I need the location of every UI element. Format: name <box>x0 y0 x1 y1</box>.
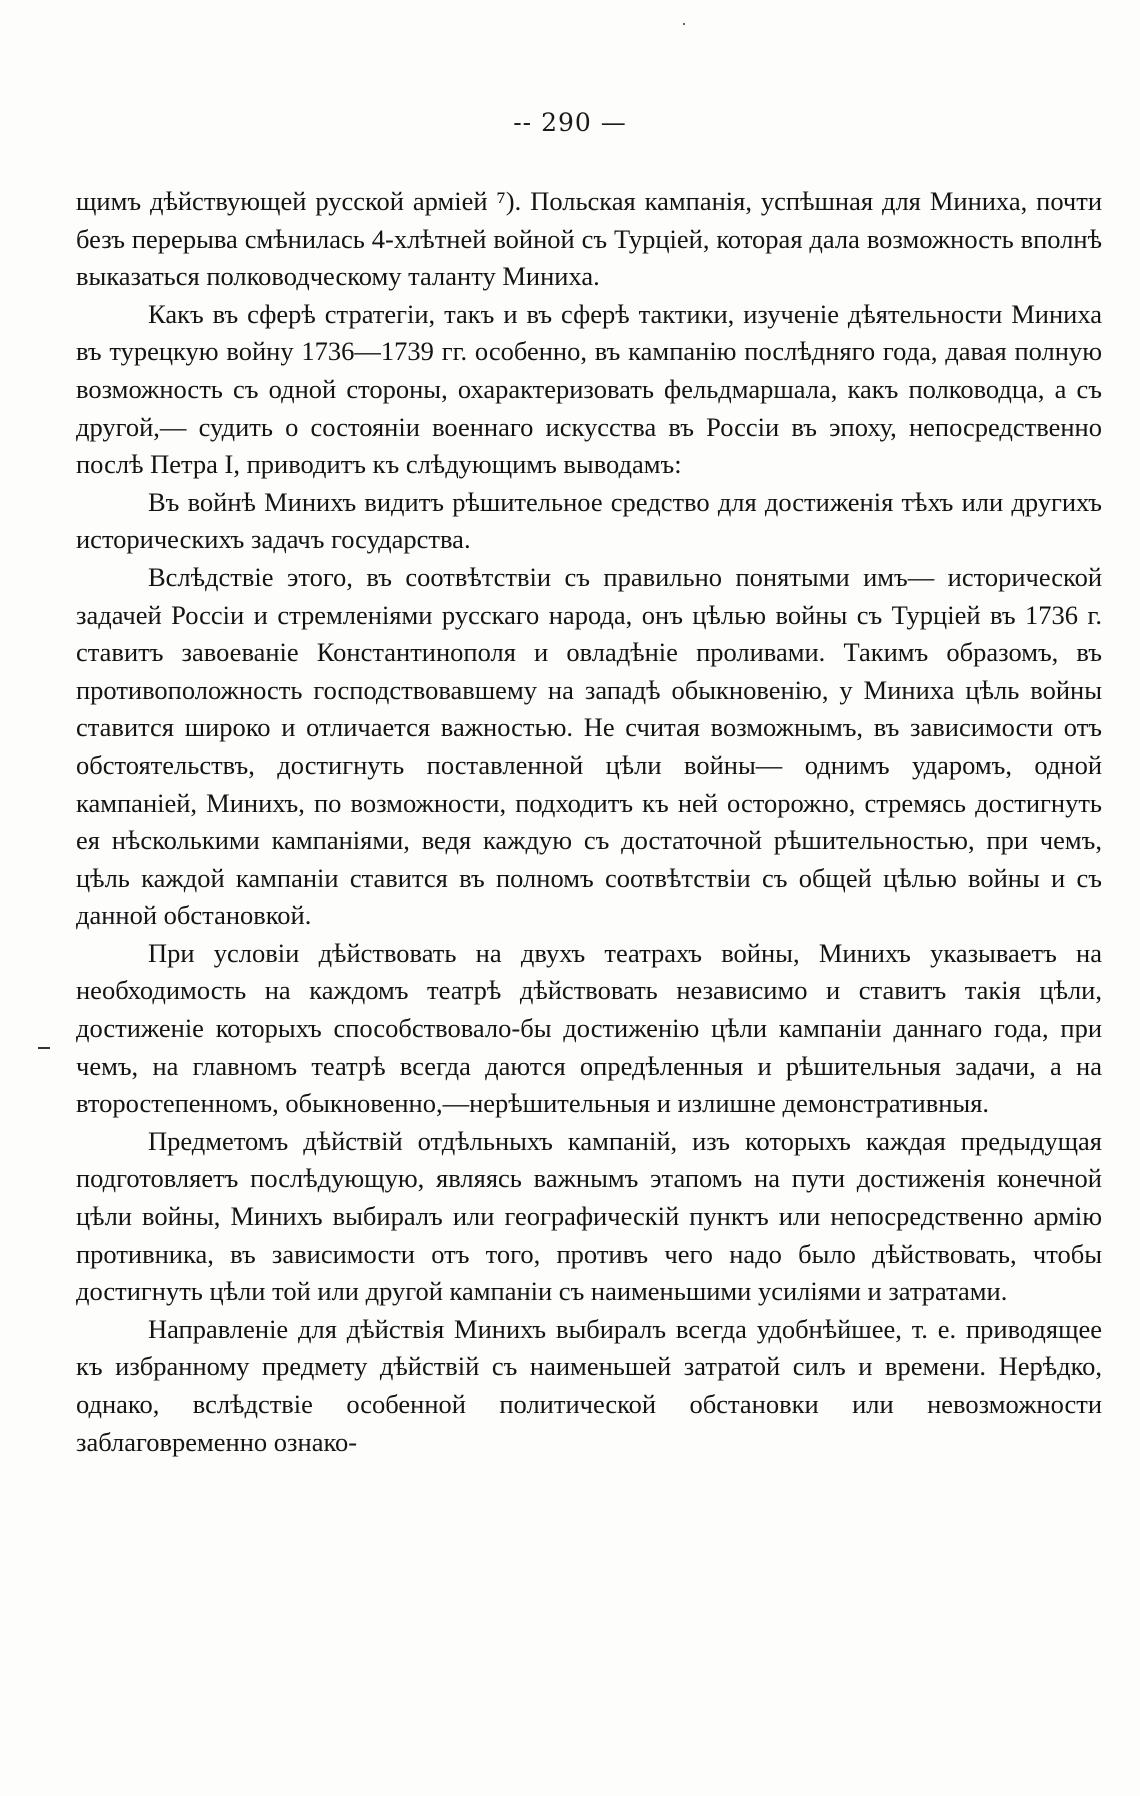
paragraph: Какъ въ сферѣ стратегіи, такъ и въ сферѣ тактики, изученіе дѣятельности Миниха въ турецкую войну 1736—1739 гг. особенно, въ кампанію послѣдняго года, давая полную возможность съ одной стороны, охарактеризовать фельдмаршала, какъ полководца, а съ другой,— судить о состояніи военнаго искусства въ Россіи въ эпоху, непосредственно послѣ Петра I, приводитъ къ слѣдующимъ выводамъ: <box>76 298 1102 480</box>
body-text <box>76 183 1102 1461</box>
margin-mark <box>38 1047 50 1049</box>
paragraph: Направленіе для дѣйствія Минихъ выбиралъ всегда удобнѣйшее, т. е. приводящее къ избранному предмету дѣйствій съ наименьшей затратой силъ и времени. Нерѣдко, однако, вслѣдствіе особенной политической обстановки или невозможности заблаговременно ознако- <box>76 1313 1102 1457</box>
scan-speck <box>683 23 685 25</box>
paragraph: Предметомъ дѣйствій отдѣльныхъ кампаній, изъ которыхъ каждая предыдущая подготовляетъ послѣдующую, являясь важнымъ этапомъ на пути достиженія конечной цѣли войны, Минихъ выбиралъ или географическій пунктъ или непосредственно армію противника, въ зависимости отъ того, противъ чего надо было дѣйствовать, чтобы достигнуть цѣли той или другой кампаніи съ наименьшими усиліями и затратами. <box>76 1125 1102 1307</box>
paragraph-continuation: щимъ дѣйствующей русской арміей ⁷). Польская кампанія, успѣшная для Миниха, почти безъ перерыва смѣнилась 4-хлѣтней войной съ Турціей, которая дала возможность вполнѣ выказаться полководческому таланту Миниха. <box>76 186 1102 292</box>
paragraph: Вслѣдствіе этого, въ соотвѣтствіи съ правильно понятыми имъ— исторической задачей Россіи и стремленіями русскаго народа, онъ цѣлью войны съ Турціей въ 1736 г. ставитъ завоеваніе Константинополя и овладѣніе проливами. Такимъ образомъ, въ противоположность господствовавшему на западѣ обыкновенію, у Миниха цѣль войны ставится широко и отличается важностью. Не считая возможнымъ, въ зависимости отъ обстоятельствъ, достигнуть поставленной цѣли войны— однимъ ударомъ, одной кампаніей, Минихъ, по возможности, подходитъ къ ней осторожно, стремясь достигнуть ея нѣсколькими кампаніями, ведя каждую съ достаточной рѣшительностью, при чемъ, цѣль каждой кампаніи ставится въ полномъ соотвѣтствіи съ общей цѣлью войны и съ данной обстановкой. <box>76 561 1102 931</box>
paragraph: Въ войнѣ Минихъ видитъ рѣшительное средство для достиженія тѣхъ или другихъ историческихъ задачъ государства. <box>76 486 1102 555</box>
page-number: -- 290 — <box>513 108 627 137</box>
paragraph: При условіи дѣйствовать на двухъ театрахъ войны, Минихъ указываетъ на необходимость на каждомъ театрѣ дѣйствовать независимо и ставитъ такія цѣли, достиженіе которыхъ способствовало-бы достиженію цѣли кампаніи даннаго года, при чемъ, на главномъ театрѣ всегда даются опредѣленныя и рѣшительныя задачи, а на второстепенномъ, обыкновенно,—нерѣшительныя и излишне демонстративныя. <box>76 937 1102 1119</box>
